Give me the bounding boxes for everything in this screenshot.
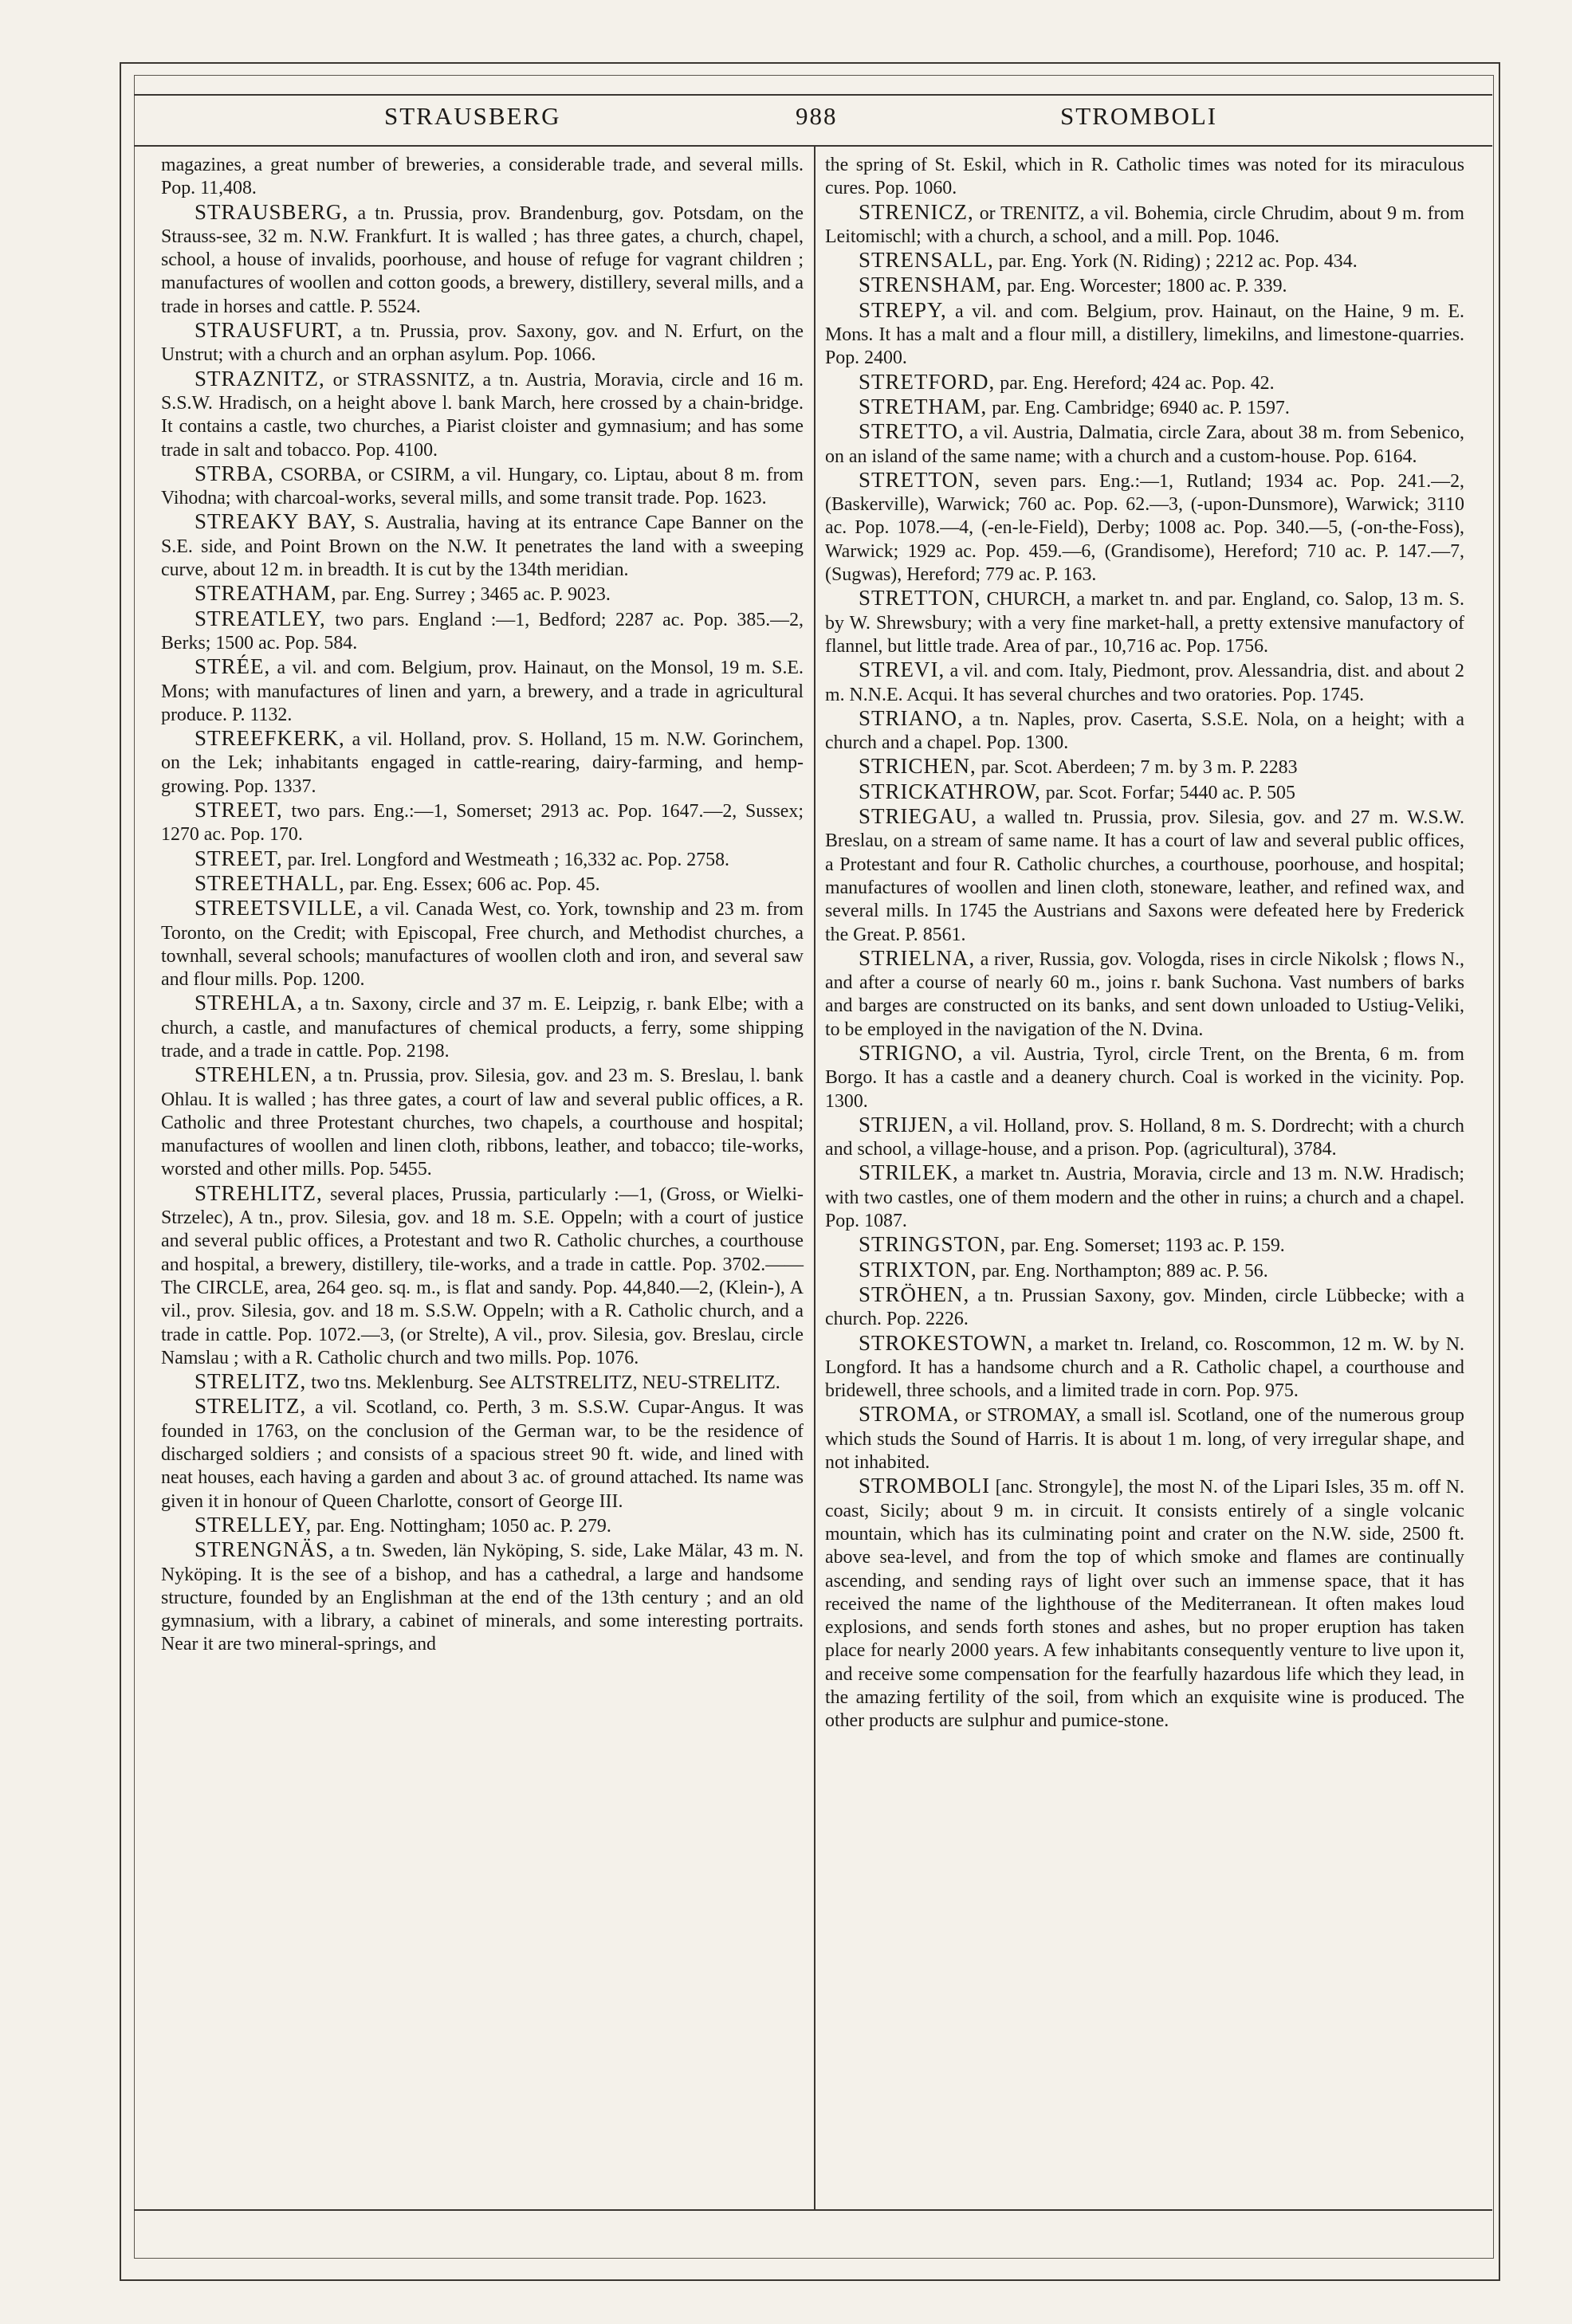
entry-headword: STREATHAM, (195, 581, 337, 606)
entry-headword: STREHLA, (195, 991, 304, 1015)
gazetteer-entry (825, 273, 1464, 298)
entry-text: or STRASSNITZ, a tn. Austria, Moravia, circle and 16 m. S.S.W. Hradisch, on a height above l. bank March, here crossed by a chain-bridge. It contains a castle, two churches, a Piarist cloister and gymnasium; and has some trade in salt and tobacco. Pop. 4100. (161, 369, 804, 461)
entry-text: a vil. Holland, prov. S. Holland, 8 m. S. Dordrecht; with a church and school, a village-house, and a prison. Pop. (agricultural), 3784. (825, 1115, 1464, 1160)
entry-headword: STREVI, (859, 658, 945, 682)
entry-headword: STRIXTON, (859, 1257, 977, 1282)
entry-text: par. Eng. Essex; 606 ac. Pop. 45. (344, 873, 600, 895)
gazetteer-entry (161, 510, 804, 582)
running-head-right: STROMBOLI (1060, 102, 1218, 130)
entry-text: a vil. and com. Belgium, prov. Hainaut, on the Monsol, 19 m. S.E. Mons; with manufactures of linen and yarn, a brewery, and a trade in agricultural produce. P. 1132. (161, 658, 804, 725)
entry-headword: STRENSHAM, (859, 273, 1003, 297)
entry-text: a tn. Prussia, prov. Silesia, gov. and 23 m. S. Breslau, l. bank Ohlau. It is walled ; has three gates, a court of law and several public offices, a R. Catholic and three Protestant churches, two chapels, a courthouse and hospital; manufactures of woollen and linen cloth, ribbons, leather, and tobacco; tile-works, worsted and other mills. Pop. 5455. (161, 1066, 804, 1180)
entry-headword: STREAKY BAY, (195, 509, 357, 534)
entry-text: a vil. Holland, prov. S. Holland, 15 m. N.W. Gorinchem, on the Lek; inhabitants engaged in cattle-rearing, dairy-farming, and hemp-growing. Pop. 1337. (161, 729, 804, 797)
gazetteer-entry (825, 1233, 1464, 1258)
entry-text: [anc. Strongyle], the most N. of the Lipari Isles, 35 m. off N. coast, Sicily; about 9 m. in circuit. It consists entirely of a single volcanic mountain, which has its culminating point and crater on the N.W. side, 2500 ft. above sea-level, and from the top of which smoke and flames are continually ascending, and sending rays of light over such an immense space, that it has received the name of the lighthouse of the Mediterranean. It often makes loud explosions, and sends forth stones and ashes, but no proper eruption has taken place for nearly 2000 years. A few inhabitants consequently venture to live upon it, and receive some compensation for the fearfully hazardous life which they lead, in the amazing fertility of the soil, from which an exquisite wine is produced. The other products are sulphur and pumice-stone. (825, 1477, 1464, 1732)
gazetteer-entry (161, 727, 804, 799)
entry-text: a walled tn. Prussia, prov. Silesia, gov. and 27 m. W.S.W. Breslau, on a stream of same name. It has a court of law and several public offices, a Protestant and four R. Catholic churches, a courthouse, poorhouse, and hospital; manufactures of woollen and linen cloth, stoneware, leather, and refined wax, and several mills. In 1745 the Austrians and Saxons were defeated here by Frederick the Great. P. 8561. (825, 807, 1464, 945)
gazetteer-entry (825, 1042, 1464, 1113)
left-column (161, 154, 804, 1657)
entry-text: S. Australia, having at its entrance Cape Banner on the S.E. side, and Point Brown on the N.W. It penetrates the land with a sweeping curve, about 12 m. in breadth. It is cut by the 134th meridian. (161, 512, 804, 581)
gazetteer-entry (161, 1513, 804, 1538)
entry-text: a river, Russia, gov. Vologda, rises in circle Nikolsk ; flows N., and after a course of nearly 60 m., joins r. bank Suchona. Vast numbers of barks and barges are constructed on its banks, and sent down unloaded to Ustiug-Veliki, to be employed in the navigation of the N. Dvina. (825, 948, 1464, 1040)
gazetteer-entry (825, 395, 1464, 420)
page-number: 988 (796, 102, 838, 130)
gazetteer-entry (825, 201, 1464, 249)
gazetteer-entry (825, 469, 1464, 587)
gazetteer-entry (161, 201, 804, 319)
gazetteer-entry (825, 947, 1464, 1042)
gazetteer-entry (161, 582, 804, 607)
entry-headword: STREPY, (859, 297, 947, 322)
entry-text: a tn. Saxony, circle and 37 m. E. Leipzig, r. bank Elbe; with a church, a castle, and manufactures of chemical products, a ferry, some shipping trade, and a trade in cattle. Pop. 2198. (161, 994, 804, 1062)
entry-headword: STRINGSTON, (859, 1232, 1007, 1257)
entry-headword: STREET, (195, 798, 283, 822)
entry-headword: STRÖHEN, (859, 1282, 970, 1306)
entry-headword: STRIEGAU, (859, 804, 978, 829)
entry-text: a market tn. Austria, Moravia, circle and 13 m. N.W. Hradisch; with two castles, one of them modern and the other in ruins; a church and a chapel. Pop. 1087. (825, 1164, 1464, 1232)
entry-text: two tns. Meklenburg. See ALTSTRELITZ, NEU-STRELITZ. (306, 1372, 780, 1394)
entry-headword: STRETTO, (859, 419, 965, 444)
gazetteer-entry (825, 1283, 1464, 1332)
gazetteer-entry (825, 249, 1464, 273)
gazetteer-entry (161, 462, 804, 511)
gazetteer-entry (161, 799, 804, 847)
footer-rule (134, 2209, 1492, 2211)
gazetteer-entry (825, 755, 1464, 779)
entry-text: a tn. Naples, prov. Caserta, S.S.E. Nola, on a height; with a church and a chapel. Pop. 1300. (825, 709, 1464, 754)
entry-headword: STRILEK, (859, 1160, 959, 1185)
entry-text: par. Eng. Worcester; 1800 ac. P. 339. (1002, 276, 1287, 297)
gazetteer-entry (825, 1161, 1464, 1233)
entry-headword: STRAUSFURT, (195, 318, 344, 343)
gazetteer-entry (161, 655, 804, 727)
entry-text: CHURCH, a market tn. and par. England, co. Salop, 13 m. S. by W. Shrewsbury; with a very fine market-hall, a pretty extensive manufactory of flannel, but little trade. Area of par., 10,716 ac. Pop. 1756. (825, 589, 1464, 657)
gazetteer-entry (161, 154, 804, 201)
entry-text: two pars. England :—1, Bedford; 2287 ac. Pop. 385.—2, Berks; 1500 ac. Pop. 584. (161, 609, 804, 654)
entry-headword: STREEFKERK, (195, 726, 345, 751)
entry-headword: STRBA, (195, 461, 274, 485)
entry-text: par. Eng. Surrey ; 3465 ac. P. 9023. (336, 584, 611, 606)
entry-text: several places, Prussia, particularly :—1, (Gross, or Wielki-Strzelec), A tn., prov. Silesia, gov. and 18 m. S.E. Oppeln; with a court of justice and several public offices, a Protestant and two R. Catholic churches, a courthouse and hospital, a brewery, distillery, tile-works, and a trade in cattle. Pop. 3702.——The CIRCLE, area, 264 geo. sq. m., is flat and sandy. Pop. 44,840.—2, (Klein-), A vil., prov. Silesia, gov. and 18 m. S.S.W. Oppeln; with a R. Catholic church, and a trade in cattle. Pop. 1072.—3, (or Strelte), A vil., prov. Silesia, gov. Breslau, circle Namslau ; with a R. Catholic church and two mills. Pop. 1076. (161, 1184, 804, 1368)
entry-text: magazines, a great number of breweries, a considerable trade, and several mills. Pop. 11,408. (161, 155, 804, 199)
running-head-left: STRAUSBERG (384, 102, 561, 130)
column-divider (814, 145, 815, 2209)
entry-headword: STRAZNITZ, (195, 366, 325, 391)
entry-headword: STRELLEY, (195, 1512, 312, 1537)
gazetteer-entry (161, 607, 804, 656)
gazetteer-entry (825, 1474, 1464, 1733)
entry-headword: STREATLEY, (195, 606, 326, 630)
gazetteer-entry (825, 371, 1464, 395)
gazetteer-entry (825, 707, 1464, 756)
gazetteer-entry (161, 847, 804, 872)
gazetteer-entry (161, 367, 804, 462)
gazetteer-entry (161, 1182, 804, 1370)
entry-text: seven pars. Eng.:—1, Rutland; 1934 ac. Pop. 241.—2, (Baskerville), Warwick; 760 ac. Pop. 62.—3, (-upon-Dunsmore), Warwick; 3110 ac. Pop. 1078.—4, (-en-le-Field), Derby; 1008 ac. Pop. 340.—5, (-on-the-Foss), Warwick; 1929 ac. Pop. 459.—6, (Grandisome), Hereford; 710 ac. P. 147.—7, (Sugwas), Hereford; 779 ac. P. 163. (825, 470, 1464, 586)
entry-text: par. Irel. Longford and Westmeath ; 16,332 ac. Pop. 2758. (282, 849, 730, 870)
entry-headword: STRIELNA, (859, 945, 976, 970)
entry-headword: STREET, (195, 846, 283, 870)
gazetteer-entry (161, 991, 804, 1063)
entry-headword: STRENICZ, (859, 199, 974, 224)
entry-headword: STRÉE, (195, 654, 271, 679)
entry-headword: STRICKATHROW, (859, 779, 1041, 803)
entry-headword: STRICHEN, (859, 754, 977, 779)
entry-text: par. Eng. Somerset; 1193 ac. P. 159. (1006, 1235, 1285, 1257)
entry-text: CSORBA, or CSIRM, a vil. Hungary, co. Liptau, about 8 m. from Vihodna; with charcoal-works, several mills, and some transit trade. Pop. 1623. (161, 464, 804, 509)
entry-headword: STRETTON, (859, 467, 981, 492)
gazetteer-entry (161, 897, 804, 991)
entry-text: par. Eng. Nottingham; 1050 ac. P. 279. (312, 1515, 611, 1537)
gazetteer-entry (825, 420, 1464, 469)
entry-text: or TRENITZ, a vil. Bohemia, circle Chrudim, about 9 m. from Leitomischl; with a church, a school, and a mill. Pop. 1046. (825, 202, 1464, 247)
entry-headword: STREHLEN, (195, 1062, 317, 1087)
entry-text: a vil. Canada West, co. York, township and 23 m. from Toronto, on the Credit; with Episcopal, Free church, and Methodist churches, a townhall, several schools; manufactures of woollen cloth and iron, and several saw and flour mills. Pop. 1200. (161, 899, 804, 991)
entry-headword: STRETTON, (859, 586, 981, 610)
gazetteer-entry (825, 154, 1464, 201)
entry-text: a vil. and com. Belgium, prov. Hainaut, on the Haine, 9 m. E. Mons. It has a malt and a flour mill, a distillery, limekilns, and limestone-quarries. Pop. 2400. (825, 300, 1464, 369)
entry-text: par. Eng. Hereford; 424 ac. Pop. 42. (995, 372, 1275, 394)
entry-text: par. Eng. York (N. Riding) ; 2212 ac. Pop. 434. (993, 251, 1358, 273)
entry-text: the spring of St. Eskil, which in R. Catholic times was noted for its miraculous cures. Pop. 1060. (825, 155, 1464, 199)
entry-headword: STRIJEN, (859, 1112, 954, 1136)
entry-text: par. Scot. Aberdeen; 7 m. by 3 m. P. 2283 (976, 757, 1298, 779)
entry-headword: STREETSVILLE, (195, 896, 364, 921)
entry-headword: STRELITZ, (195, 1394, 307, 1419)
entry-text: a tn. Prussian Saxony, gov. Minden, circle Lübbecke; with a church. Pop. 2226. (825, 1285, 1464, 1330)
entry-headword: STREETHALL, (195, 870, 345, 895)
entry-headword: STREHLITZ, (195, 1180, 323, 1205)
gazetteer-entry (825, 1258, 1464, 1283)
gazetteer-entry (825, 780, 1464, 805)
entry-headword: STROMBOLI (859, 1474, 991, 1498)
gazetteer-entry (825, 805, 1464, 947)
entry-text: a tn. Prussia, prov. Saxony, gov. and N. Erfurt, on the Unstrut; with a church and an orphan asylum. Pop. 1066. (161, 321, 804, 366)
entry-headword: STRENSALL, (859, 248, 994, 273)
gazetteer-entry (825, 1332, 1464, 1403)
entry-text: a market tn. Ireland, co. Roscommon, 12 m. W. by N. Longford. It has a handsome church and a R. Catholic chapel, a courthouse and bridewell, three schools, and a limited trade in corn. Pop. 975. (825, 1333, 1464, 1402)
entry-text: a vil. and com. Italy, Piedmont, prov. Alessandria, dist. and about 2 m. N.N.E. Acqui. It has several churches and two oratories. Pop. 1745. (825, 661, 1464, 705)
entry-text: a tn. Prussia, prov. Brandenburg, gov. Potsdam, on the Strauss-see, 32 m. N.W. Frankfurt. It is walled ; has three gates, a church, chapel, school, a house of invalids, poorhouse, and house of refuge for vagrant children ; manufactures of woollen and cotton goods, a brewery, distillery, several mills, and a trade in horses and cattle. P. 5524. (161, 202, 804, 317)
gazetteer-entry (825, 299, 1464, 371)
entry-headword: STRIGNO, (859, 1040, 964, 1065)
entry-headword: STRELITZ, (195, 1369, 307, 1394)
gazetteer-entry (161, 872, 804, 897)
gazetteer-entry (825, 587, 1464, 658)
entry-headword: STROKESTOWN, (859, 1330, 1034, 1355)
entry-text: a tn. Sweden, län Nyköping, S. side, Lake Mälar, 43 m. N. Nyköping. It is the see of a bishop, and has a cathedral, a large and handsome structure, founded by an Englishman at the end of the 13th century ; and an old gymnasium, with a library, a cabinet of minerals, and some interesting portraits. Near it are two mineral-springs, and (161, 1541, 804, 1655)
entry-text: par. Scot. Forfar; 5440 ac. P. 505 (1040, 782, 1295, 803)
entry-headword: STRETHAM, (859, 394, 988, 418)
gazetteer-entry (825, 1113, 1464, 1162)
entry-headword: STRIANO, (859, 705, 964, 730)
entry-headword: STRENGNÄS, (195, 1537, 335, 1562)
entry-text: a vil. Austria, Tyrol, circle Trent, on the Brenta, 6 m. from Borgo. It has a castle and a deanery church. Coal is worked in the vicinity. Pop. 1300. (825, 1043, 1464, 1112)
gazetteer-entry (825, 1403, 1464, 1474)
gazetteer-entry (161, 1538, 804, 1656)
gazetteer-entry (161, 1395, 804, 1513)
entry-headword: STRETFORD, (859, 369, 996, 394)
entry-headword: STROMA, (859, 1402, 960, 1427)
gazetteer-entry (161, 1370, 804, 1395)
gazetteer-entry (161, 1063, 804, 1181)
entry-text: par. Eng. Northampton; 889 ac. P. 56. (977, 1260, 1268, 1282)
header-bottom-rule (134, 145, 1492, 147)
entry-text: par. Eng. Cambridge; 6940 ac. P. 1597. (987, 397, 1290, 418)
entry-text: two pars. Eng.:—1, Somerset; 2913 ac. Pop. 1647.—2, Sussex; 1270 ac. Pop. 170. (161, 801, 804, 846)
entry-text: a vil. Scotland, co. Perth, 3 m. S.S.W. Cupar-Angus. It was founded in 1763, on the conclusion of the German war, to be the residence of discharged soldiers ; and consists of a spacious street 90 ft. wide, and lined with neat houses, each having a garden and about 3 ac. of ground attached. Its name was given it in honour of Queen Charlotte, consort of George III. (161, 1397, 804, 1512)
entry-text: or STROMAY, a small isl. Scotland, one of the numerous group which studs the Sound of Harris. It is about 1 m. long, of very irregular shape, and not inhabited. (825, 1405, 1464, 1474)
right-column (825, 154, 1464, 1733)
gazetteer-entry (161, 319, 804, 367)
gazetteer-entry (825, 658, 1464, 707)
entry-headword: STRAUSBERG, (195, 199, 349, 224)
header-top-rule (134, 94, 1492, 96)
entry-text: a vil. Austria, Dalmatia, circle Zara, about 38 m. from Sebenico, on an island of the same name; with a church and a custom-house. Pop. 6164. (825, 422, 1464, 467)
